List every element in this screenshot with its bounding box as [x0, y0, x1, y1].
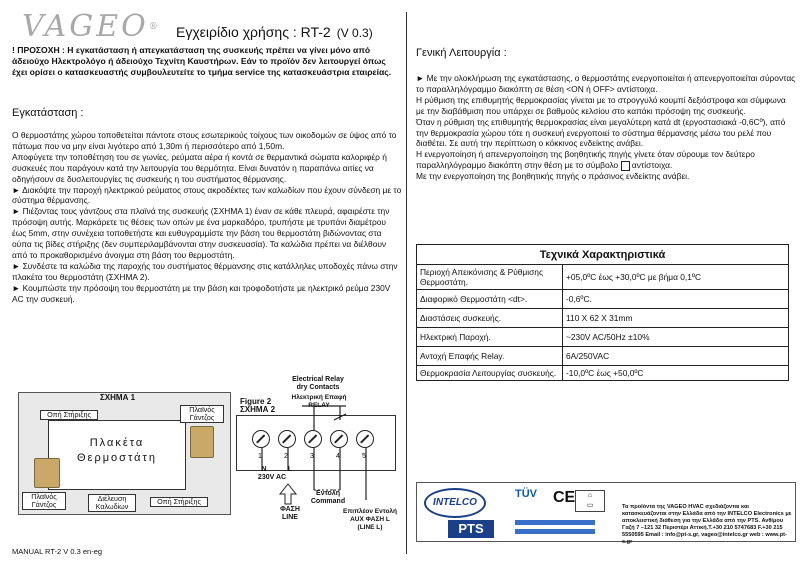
terminal-num: 5: [362, 453, 366, 460]
command-label: Εντολή Command: [310, 490, 346, 505]
install-paragraph: ► Συνδέστε τα καλώδια της παροχής του συστήματος θέρμανσης στις κατάλληλες υποδοχές πάνω στην πλακέτα του θερμοστάτη (ΣΧΗΜΑ 2).: [12, 260, 398, 282]
general-paragraph: Με την ενεργοποίηση της βοηθητικής πηγής ο πράσινος ενδείκτης ανάβει.: [416, 171, 690, 182]
terminal-num: 1: [258, 453, 262, 460]
side-hook-left-label: Πλαϊνός Γάντζος: [22, 492, 66, 510]
installation-text: [12, 130, 402, 305]
mount-hole-top-label: Οπή Στήριξης: [40, 410, 98, 420]
cable-passage-label: Διέλευση Καλωδίων: [88, 494, 136, 512]
column-divider: [406, 12, 407, 554]
relay-title: Electrical Relay dry Contacts: [292, 376, 344, 391]
spec-row: Αντοχή Επαφής Relay. 6A/250VAC: [417, 347, 789, 366]
spec-table: [416, 244, 789, 381]
install-paragraph: Αποφύγετε την τοποθέτηση του σε γωνίες, ρεύματα αέρα ή κοντά σε θερμαντικά σώματα καλοριφέρ ή συσκευές που παράγουν κατά την λειτουργία του θερμότητα. Είναι δυνατόν η παραπάνω αιτίες να οδηγήσουν σε δυσλειτουργίες τις συσκευής η του συστήματος θέρμανσης.: [12, 151, 387, 184]
terminal-num: 3: [310, 453, 314, 460]
ce-mark: CE: [553, 489, 576, 506]
general-paragraph: Η ρύθμιση της επιθυμητής θερμοκρασίας γίνεται με το στρογγυλό κουμπί δεξιόστροφα και σύμφωνα με την διαβάθμιση που υπάρχει σε βαθμούς κελσίου στο καπάκι πρόσοψη της συσκευής.: [416, 94, 786, 116]
tuv-logo: TÜV: [515, 488, 537, 500]
install-paragraph: ► Διακόψτε την παροχή ηλεκτρικού ρεύματος στους ακροδέκτες των καλωδίων που έχουν σύνδεση με το σύστημα θέρμανσης.: [12, 184, 402, 206]
aux-switch-icon: [621, 161, 630, 171]
voltage-label: 230V AC: [257, 474, 287, 481]
spec-row: Διαφορικό Θερμοστάτη <dt>. -0,6ºC.: [417, 290, 789, 309]
spec-row: Ηλεκτρική Παροχή. ~230V AC/50Hz ±10%: [417, 328, 789, 347]
general-paragraph: Όταν η ρύθμιση της επιθυμητής θερμοκρασίας είναι μεγαλύτερη κατά dt (εργοστασιακά -0,6Cº), από την θερμοκρασία χώρου τότε η συσκευή ενεργοποιεί το σύστημα θέρμανσης μέσω του ρελέ που διαθέτει. Σε αυτή την περίπτωση ο κόκκινος ενδείκτης ανάβει.: [416, 116, 786, 149]
figure-1-title: ΣΧΗΜΑ 1: [100, 393, 136, 402]
installation-heading: Εγκατάσταση :: [12, 107, 84, 119]
phase-label: ΦΑΣΗ LINE: [280, 506, 300, 521]
install-paragraph: Ο θερμοστάτης χώρου τοποθετείται πάντοτε στους εσωτερικούς τοίχους των οικοδομών σε ύψος από το πάτωμα που να μην είναι λιγότερο από 1,30m ή περισσότερο από 1,50m.: [12, 130, 397, 151]
certification-icon: ⌂ ▭: [575, 490, 605, 512]
aux-command-label: Επιπλέον Εντολή AUX ΦΑΣΗ L (LINE L): [342, 508, 398, 531]
spec-row: Περιοχή Απεικόνισης & Ρύθμισης Θερμοστάτη. +05,0ºC έως +30,0ºC με βήμα 0,1ºC: [417, 265, 789, 290]
left-hook-graphic: [34, 458, 60, 488]
version-label: (V 0.3): [336, 26, 373, 40]
general-text: [416, 73, 796, 182]
board-label-line1: Πλακέτα: [89, 437, 145, 449]
greek-flag-icon: [515, 520, 595, 534]
general-paragraph: ► Με την ολοκλήρωση της εγκατάστασης, ο θερμοστάτης ενεργοποιείται ή απενεργοποιείται σύροντας το παραλληλόγραμμο διακόπτη σε θέση <ON ή OFF> αντίστοιχα.: [416, 73, 796, 94]
mount-hole-bottom-label: Οπή Στήριξης: [150, 497, 208, 507]
neutral-label: N: [261, 466, 267, 473]
figure-2-title: Figure 2 ΣΧΗΜΑ 2: [240, 397, 276, 414]
pts-logo: PTS: [448, 520, 494, 538]
right-hook-graphic: [190, 426, 214, 458]
spec-row: Θερμοκρασία Λειτουργίας συσκευής. -10,0ºC έως +50,0ºC: [417, 366, 789, 381]
page-title: Εγχειρίδιο χρήσης : RT-2 (V 0.3): [176, 24, 373, 40]
spec-row: Διαστάσεις συσκευής. 110 X 62 X 31mm: [417, 309, 789, 328]
manual-code: MANUAL RT-2 V 0.3 en-eg: [12, 547, 103, 556]
general-paragraph: Η ενεργοποίηση ή απενεργοποίηση της βοηθητικής πηγής γίνετε όταν σύρουμε τον δεύτερο παραλληλόγραμμο διακόπτη στην θέση με το σύμβολο αντίστοιχα.: [416, 149, 755, 171]
intelco-logo: INTELCO: [424, 488, 486, 518]
install-paragraph: ► Κουμπώστε την πρόσοψη του θερμοστάτη με την βάση και τροφοδοτήστε με ηλεκτρικό ρεύμα 230V AC την συσκευή.: [12, 282, 391, 304]
vageo-logo: VAGEO®: [22, 9, 158, 44]
install-paragraph: ► Πιέζοντας τους γάντζους στα πλαϊνά της συσκευής (ΣΧΗΜΑ 1) έναν σε κάθε πλευρά, αφαιρέστε την πρόσοψη αυτής. Μαρκάρετε τις θέσεις των οπών με ένα μαρκαδόρο, τρυπήστε με τρυπάνι διαμέτρου έως 5mm, στην συνέχεια τοποθετήστε και ευθυγραμμίστε την βάση του θερμοστάτη βιδώνοντας στα ούπα τις βίδες στήριξης (δεν συμπεριλαμβάνονται στην συσκευασία). Τα καλώδια πρέπει να διέλθουν από το προκαθορισμένο άνοιγμα στη βάση του θερμοστάτη.: [12, 206, 390, 260]
relay-contact-label: Ηλεκτρική Επαφή RELAY: [291, 394, 347, 409]
terminal-num: 2: [284, 453, 288, 460]
side-hook-right-label: Πλαϊνός Γάντζος: [180, 405, 224, 423]
general-heading: Γενική Λειτουργία :: [416, 47, 507, 59]
terminal-num: 4: [336, 453, 340, 460]
board-label-line2: Θερμοστάτη: [77, 452, 157, 464]
spec-heading: Τεχνικά Χαρακτηριστικά: [417, 245, 789, 265]
footer-text: Τα προϊόντα της VAGEO HVAC σχεδιάζονται και κατασκευάζονται στην Ελλάδα από την INTELCO Electronics με αποκλειστική διάθεση για την Ελλάδα από την PTS. Ανθίμου Γαζή 7 –121 32 Περιστέρι Αττική.T.+30 210 5747683 F.+30 215 5550595 Email : info@pt-s.gr, vageo@intelco.gr web : www.pt-s.gr: [622, 504, 792, 545]
warning-text: ! ΠΡΟΣΟΧΗ : Η εγκατάσταση ή απεγκατάσταση της συσκευής πρέπει να γίνει μόνο από άδειούχο Ηλεκτρολόγο ή άδειούχο Τεχνίτη Καυστήρων. Εάν το προϊόν δεν λειτουργεί όπως έχει ορίσει ο κατασκευαστής συμβουλευτείτε το τμήμα service της κατασκευάστρια εταιρείας.: [12, 45, 392, 77]
line-label: L: [287, 466, 293, 473]
